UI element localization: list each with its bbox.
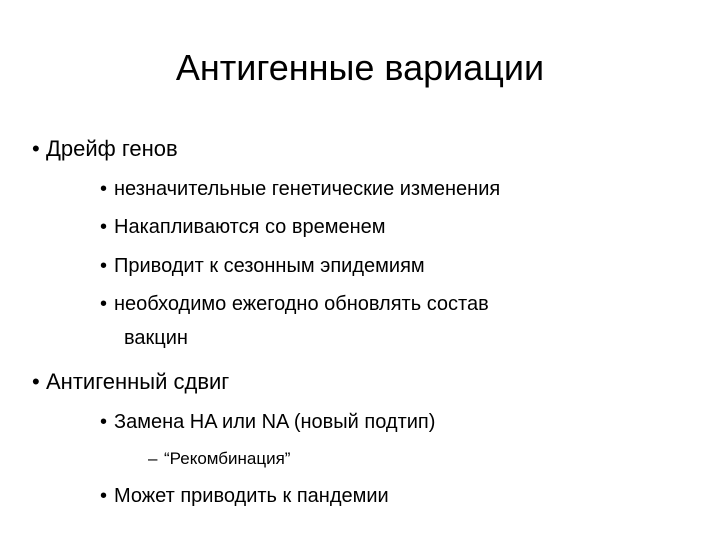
- drift-item-1-text: незначительные генетические изменения: [114, 178, 501, 200]
- bullet-marker: •: [100, 411, 108, 433]
- drift-item-4-text: необходимо ежегодно обновлять состав: [114, 293, 489, 315]
- drift-item-4-continuation: вакцин: [124, 327, 188, 349]
- bullet-shift-label: Антигенный сдвиг: [46, 369, 230, 394]
- bullet-marker: •: [100, 255, 108, 277]
- shift-sub-item: [148, 447, 290, 471]
- bullet-shift: [32, 367, 229, 397]
- bullet-marker: •: [100, 216, 108, 238]
- drift-item-2: [100, 213, 386, 241]
- shift-item-1: [100, 408, 435, 436]
- bullet-marker: •: [100, 178, 108, 200]
- drift-item-1: [100, 175, 500, 203]
- slide-title: Антигенные вариации: [175, 47, 545, 88]
- shift-sub-item-text: “Рекомбинация”: [164, 449, 291, 468]
- drift-item-2-text: Накапливаются со временем: [114, 216, 386, 238]
- dash-marker: –: [148, 449, 158, 468]
- bullet-marker: •: [100, 485, 108, 507]
- bullet-marker: •: [32, 369, 40, 394]
- shift-item-2: [100, 482, 389, 510]
- bullet-drift-label: Дрейф генов: [46, 136, 178, 161]
- shift-item-1-text: Замена HA или NA (новый подтип): [114, 411, 436, 433]
- drift-item-3-text: Приводит к сезонным эпидемиям: [114, 255, 425, 277]
- drift-item-3: [100, 252, 425, 280]
- bullet-marker: •: [32, 136, 40, 161]
- bullet-marker: •: [100, 293, 108, 315]
- shift-item-2-text: Может приводить к пандемии: [114, 485, 389, 507]
- drift-item-4: [100, 290, 489, 318]
- bullet-drift: [32, 134, 178, 164]
